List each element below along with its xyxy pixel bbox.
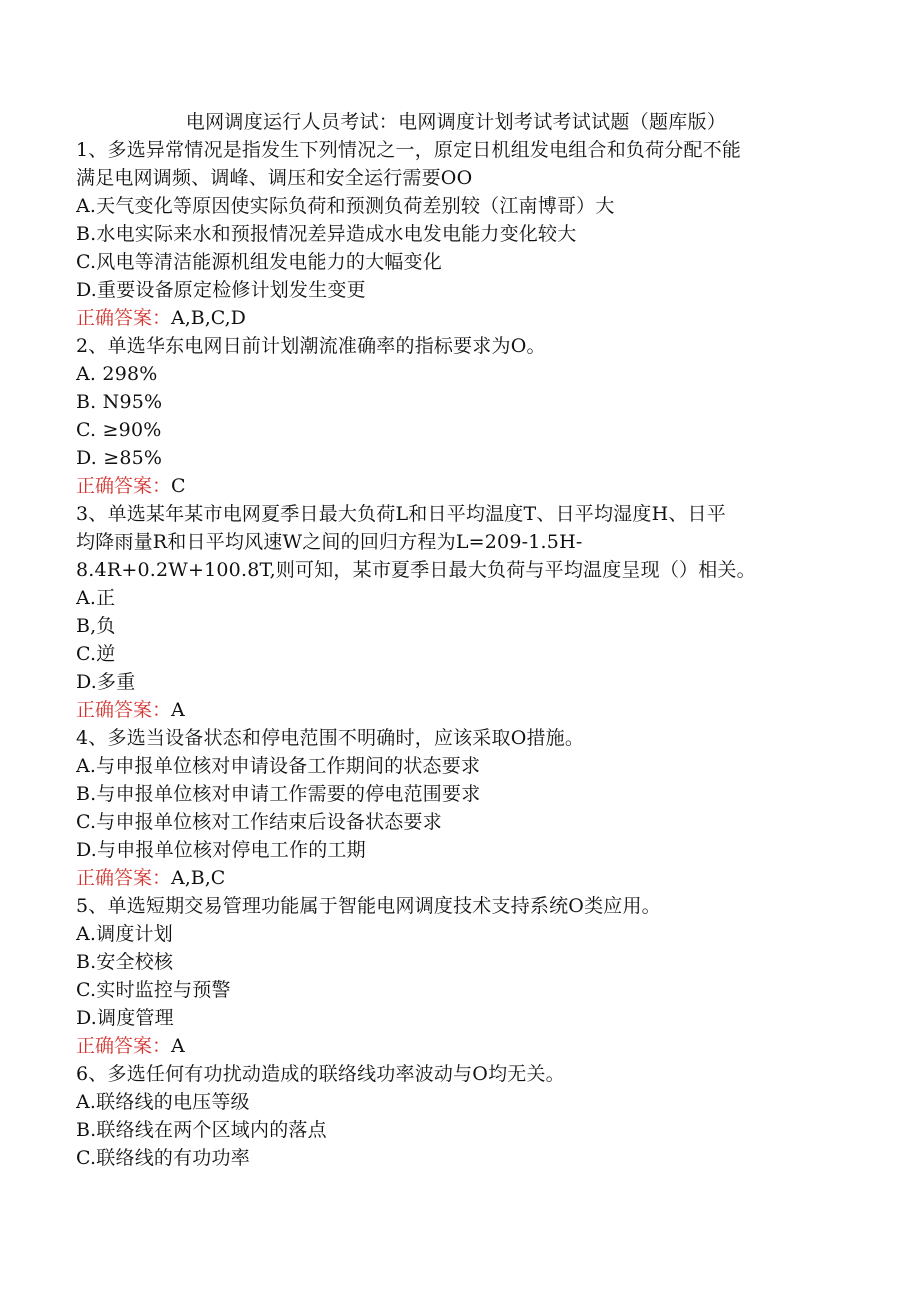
correct-answer-value: A <box>171 699 185 721</box>
answer-option: C.风电等清洁能源机组发电能力的大幅变化 <box>76 251 442 273</box>
answer-option: D.重要设备原定检修计划发生变更 <box>76 279 366 301</box>
answer-option: D.与申报单位核对停电工作的工期 <box>76 839 366 861</box>
answer-option: C.实时监控与预警 <box>76 979 231 1001</box>
correct-answer-label: 正确答案： <box>76 699 172 721</box>
answer-option: B.水电实际来水和预报情况差异造成水电发电能力变化较大 <box>76 223 577 245</box>
question-item <box>76 724 836 892</box>
question-list <box>76 136 836 1172</box>
question-item <box>76 1060 836 1172</box>
question-stem-line: 5、单选短期交易管理功能属于智能电网调度技术支持系统O类应用。 <box>76 895 661 917</box>
question-item <box>76 136 836 332</box>
correct-answer-value: A <box>171 1035 185 1057</box>
correct-answer <box>76 696 836 724</box>
answer-option: A. 298% <box>76 363 158 385</box>
answer-option: B.联络线在两个区域内的落点 <box>76 1119 327 1141</box>
answer-option: A.与申报单位核对申请设备工作期间的状态要求 <box>76 755 481 777</box>
answer-option: C.联络线的有功功率 <box>76 1147 250 1169</box>
correct-answer <box>76 472 836 500</box>
answer-option: A.正 <box>76 587 116 609</box>
answer-option: B.与申报单位核对申请工作需要的停电范围要求 <box>76 783 481 805</box>
correct-answer <box>76 1032 836 1060</box>
correct-answer <box>76 304 836 332</box>
question-item <box>76 892 836 1060</box>
correct-answer-value: C <box>171 475 186 497</box>
question-stem-line: 6、多选任何有功扰动造成的联络线功率波动与O均无关。 <box>76 1063 565 1085</box>
correct-answer <box>76 864 836 892</box>
correct-answer-value: A,B,C,D <box>171 307 246 329</box>
answer-option: B. N95% <box>76 391 163 413</box>
document-body <box>76 108 836 1172</box>
answer-option: D. ≥85% <box>76 447 163 469</box>
question-stem-line: 均降雨量R和日平均风速W之间的回归方程为L=209-1.5H- <box>76 531 583 553</box>
correct-answer-label: 正确答案： <box>76 867 172 889</box>
correct-answer-label: 正确答案： <box>76 1035 172 1057</box>
answer-option: A.联络线的电压等级 <box>76 1091 250 1113</box>
correct-answer-value: A,B,C <box>171 867 226 889</box>
question-stem-line: 3、单选某年某市电网夏季日最大负荷L和日平均温度T、日平均湿度H、日平 <box>76 503 726 525</box>
answer-option: D.多重 <box>76 671 136 693</box>
question-stem-line: 2、单选华东电网日前计划潮流准确率的指标要求为O。 <box>76 335 546 357</box>
question-stem-line: 满足电网调频、调峰、调压和安全运行需要OO <box>76 167 473 189</box>
question-stem-line: 4、多选当设备状态和停电范围不明确时，应该采取O措施。 <box>76 727 585 749</box>
correct-answer-label: 正确答案： <box>76 307 172 329</box>
correct-answer-label: 正确答案： <box>76 475 172 497</box>
answer-option: B.安全校核 <box>76 951 174 973</box>
answer-option: D.调度管理 <box>76 1007 174 1029</box>
answer-option: C.逆 <box>76 643 116 665</box>
answer-option: C.与申报单位核对工作结束后设备状态要求 <box>76 811 442 833</box>
question-stem-line: 8.4R+0.2W+100.8T,则可知，某市夏季日最大负荷与平均温度呈现（）相关。 <box>76 559 756 581</box>
question-stem-line: 1、多选异常情况是指发生下列情况之一，原定日机组发电组合和负荷分配不能 <box>76 139 742 161</box>
question-item <box>76 332 836 500</box>
answer-option: B,负 <box>76 615 116 637</box>
answer-option: A.天气变化等原因使实际负荷和预测负荷差别较（江南博哥）大 <box>76 195 615 217</box>
answer-option: A.调度计划 <box>76 923 173 945</box>
question-item <box>76 500 836 724</box>
answer-option: C. ≥90% <box>76 419 162 441</box>
document-title: 电网调度运行人员考试：电网调度计划考试考试试题（题库版） <box>185 111 727 133</box>
